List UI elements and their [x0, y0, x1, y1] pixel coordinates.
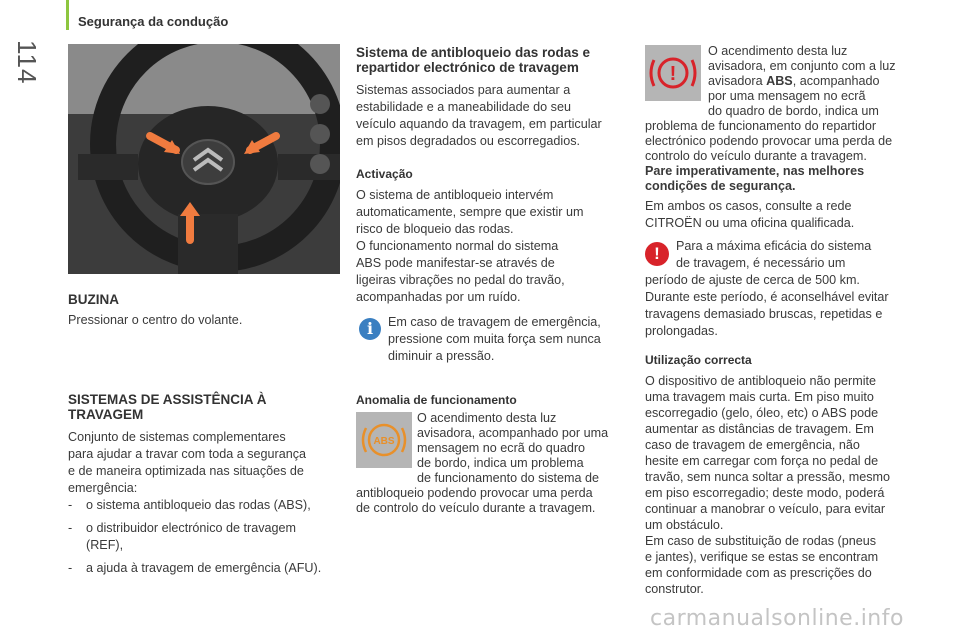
page-number: 114	[12, 40, 42, 85]
abs-intro-line: veículo aquando da travagem, em particular	[356, 117, 602, 131]
usage-line: escorregadio (gelo, óleo, etc) o ABS pode	[645, 406, 879, 420]
usage-line: travão, sem nunca soltar a pressão, mesmo	[645, 470, 890, 484]
activation-title: Activação	[356, 167, 413, 181]
list-item: o sistema antibloqueio das rodas (ABS),	[86, 498, 311, 512]
activation-line: risco de bloqueio das rodas.	[356, 222, 514, 236]
warning-line: avisadora, em conjunto com a luz	[708, 59, 896, 73]
network-line: Em ambos os casos, consulte a rede	[645, 199, 852, 213]
usage-line: Em caso de substituição de rodas (pneus	[645, 534, 877, 548]
brake-warning-lamp-tile	[645, 45, 701, 101]
info-note-line: pressione com muita força sem nunca	[388, 332, 601, 346]
usage-title: Utilização correcta	[645, 353, 752, 367]
abs-title-line1: Sistema de antibloqueio das rodas e	[356, 45, 591, 60]
fault-line: de bordo, indica um problema	[417, 456, 584, 470]
list-item: (REF),	[86, 538, 124, 552]
warning-icon: !	[645, 242, 669, 266]
usage-line: um obstáculo.	[645, 518, 724, 532]
activation-line: ligeiras vibrações no pedal do travão,	[356, 273, 565, 287]
efficacy-line: de travagem, é necessário um	[676, 256, 846, 270]
usage-line: uma travagem mais curta. Em piso muito	[645, 390, 874, 404]
fault-line: antibloqueio podendo provocar uma perda	[356, 486, 593, 500]
usage-line: continuar a manobrar o veículo, para evitar	[645, 502, 886, 516]
warning-line: electrónico podendo provocar uma perda de	[645, 134, 893, 148]
list-bullet: -	[68, 561, 73, 575]
efficacy-line: período de ajuste de cerca de 500 km.	[645, 273, 860, 287]
efficacy-line: Durante este período, é aconselhável evitar	[645, 290, 889, 304]
warning-bold-line: Pare imperativamente, nas melhores	[645, 164, 865, 178]
info-note-line: Em caso de travagem de emergência,	[388, 315, 601, 329]
steering-wheel-illustration	[68, 44, 340, 274]
list-bullet: -	[68, 498, 73, 512]
activation-line: O sistema de antibloqueio intervém	[356, 188, 554, 202]
abs-lamp-label: ABS	[373, 436, 395, 447]
warning-bold-line: condições de segurança.	[645, 179, 796, 193]
list-bullet: -	[68, 521, 73, 535]
fault-line: mensagem no ecrã do quadro	[417, 441, 586, 455]
abs-intro-line: estabilidade e a maneabilidade do seu	[356, 100, 571, 114]
usage-line: em conformidade com as prescrições do	[645, 566, 872, 580]
efficacy-line: travagens demasiado bruscas, repetidas e	[645, 307, 883, 321]
list-item: o distribuidor electrónico de travagem	[86, 521, 297, 535]
warning-line: por uma mensagem no ecrã	[708, 89, 866, 103]
fault-line: de funcionamento do sistema de	[417, 471, 600, 485]
usage-line: hesite em carregar com força no pedal de	[645, 454, 879, 468]
abs-intro-line: Sistemas associados para aumentar a	[356, 83, 571, 97]
list-item: a ajuda à travagem de emergência (AFU).	[86, 561, 322, 575]
header-accent-bar	[66, 0, 69, 30]
usage-line: e jantes), verifique se estas se encontram	[645, 550, 879, 564]
network-line: CITROËN ou uma oficina qualificada.	[645, 216, 855, 230]
assist-title-line1: SISTEMAS DE ASSISTÊNCIA À	[68, 392, 267, 407]
usage-line: O dispositivo de antibloqueio não permite	[645, 374, 877, 388]
efficacy-line: prolongadas.	[645, 324, 718, 338]
abs-lamp-icon	[356, 412, 412, 468]
warning-line: O acendimento desta luz	[708, 44, 848, 58]
usage-line: em piso escorregadio; deste modo, poderá	[645, 486, 885, 500]
activation-line: automaticamente, sempre que existir um	[356, 205, 584, 219]
usage-line: caso de travagem de emergência, não	[645, 438, 860, 452]
steering-wheel-photo	[68, 44, 340, 274]
activation-line: acompanhadas por um ruído.	[356, 290, 521, 304]
abs-title-line2: repartidor electrónico de travagem	[356, 60, 579, 75]
warning-line: do quadro de bordo, indica um	[708, 104, 879, 118]
usage-line: construtor.	[645, 582, 704, 596]
assist-intro-line: emergência:	[68, 481, 138, 495]
info-icon: i	[359, 318, 381, 340]
assist-title-line2: TRAVAGEM	[68, 407, 144, 422]
assist-intro-line: Conjunto de sistemas complementares	[68, 430, 286, 444]
fault-title: Anomalia de funcionamento	[356, 393, 517, 407]
assist-intro-line: para ajudar a travar com toda a segurança	[68, 447, 307, 461]
horn-title: BUZINA	[68, 292, 119, 307]
usage-line: aumentar as distâncias de travagem. Em	[645, 422, 874, 436]
watermark: carmanualsonline.info	[650, 606, 904, 631]
activation-line: ABS pode manifestar-se através de	[356, 256, 555, 270]
page-section-title: Segurança da condução	[78, 14, 229, 29]
info-note-line: diminuir a pressão.	[388, 349, 495, 363]
fault-line: O acendimento desta luz	[417, 411, 557, 425]
warning-line: problema de funcionamento do repartidor	[645, 119, 877, 133]
abs-intro-line: em pisos degradados ou escorregadios.	[356, 134, 581, 148]
fault-line: avisadora, acompanhado por uma	[417, 426, 609, 440]
brake-lamp-mark: !	[669, 63, 677, 85]
activation-line: O funcionamento normal do sistema	[356, 239, 559, 253]
assist-intro-line: e de maneira optimizada nas situações de	[68, 464, 304, 478]
fault-line: de controlo do veículo durante a travagem.	[356, 501, 596, 515]
brake-warning-lamp-icon	[645, 45, 701, 101]
abs-warning-lamp-tile	[356, 412, 412, 468]
warning-line: controlo do veículo durante a travagem.	[645, 149, 867, 163]
efficacy-line: Para a máxima eficácia do sistema	[676, 239, 872, 253]
horn-text: Pressionar o centro do volante.	[68, 313, 243, 327]
warning-line: avisadora ABS, acompanhado	[708, 74, 880, 88]
